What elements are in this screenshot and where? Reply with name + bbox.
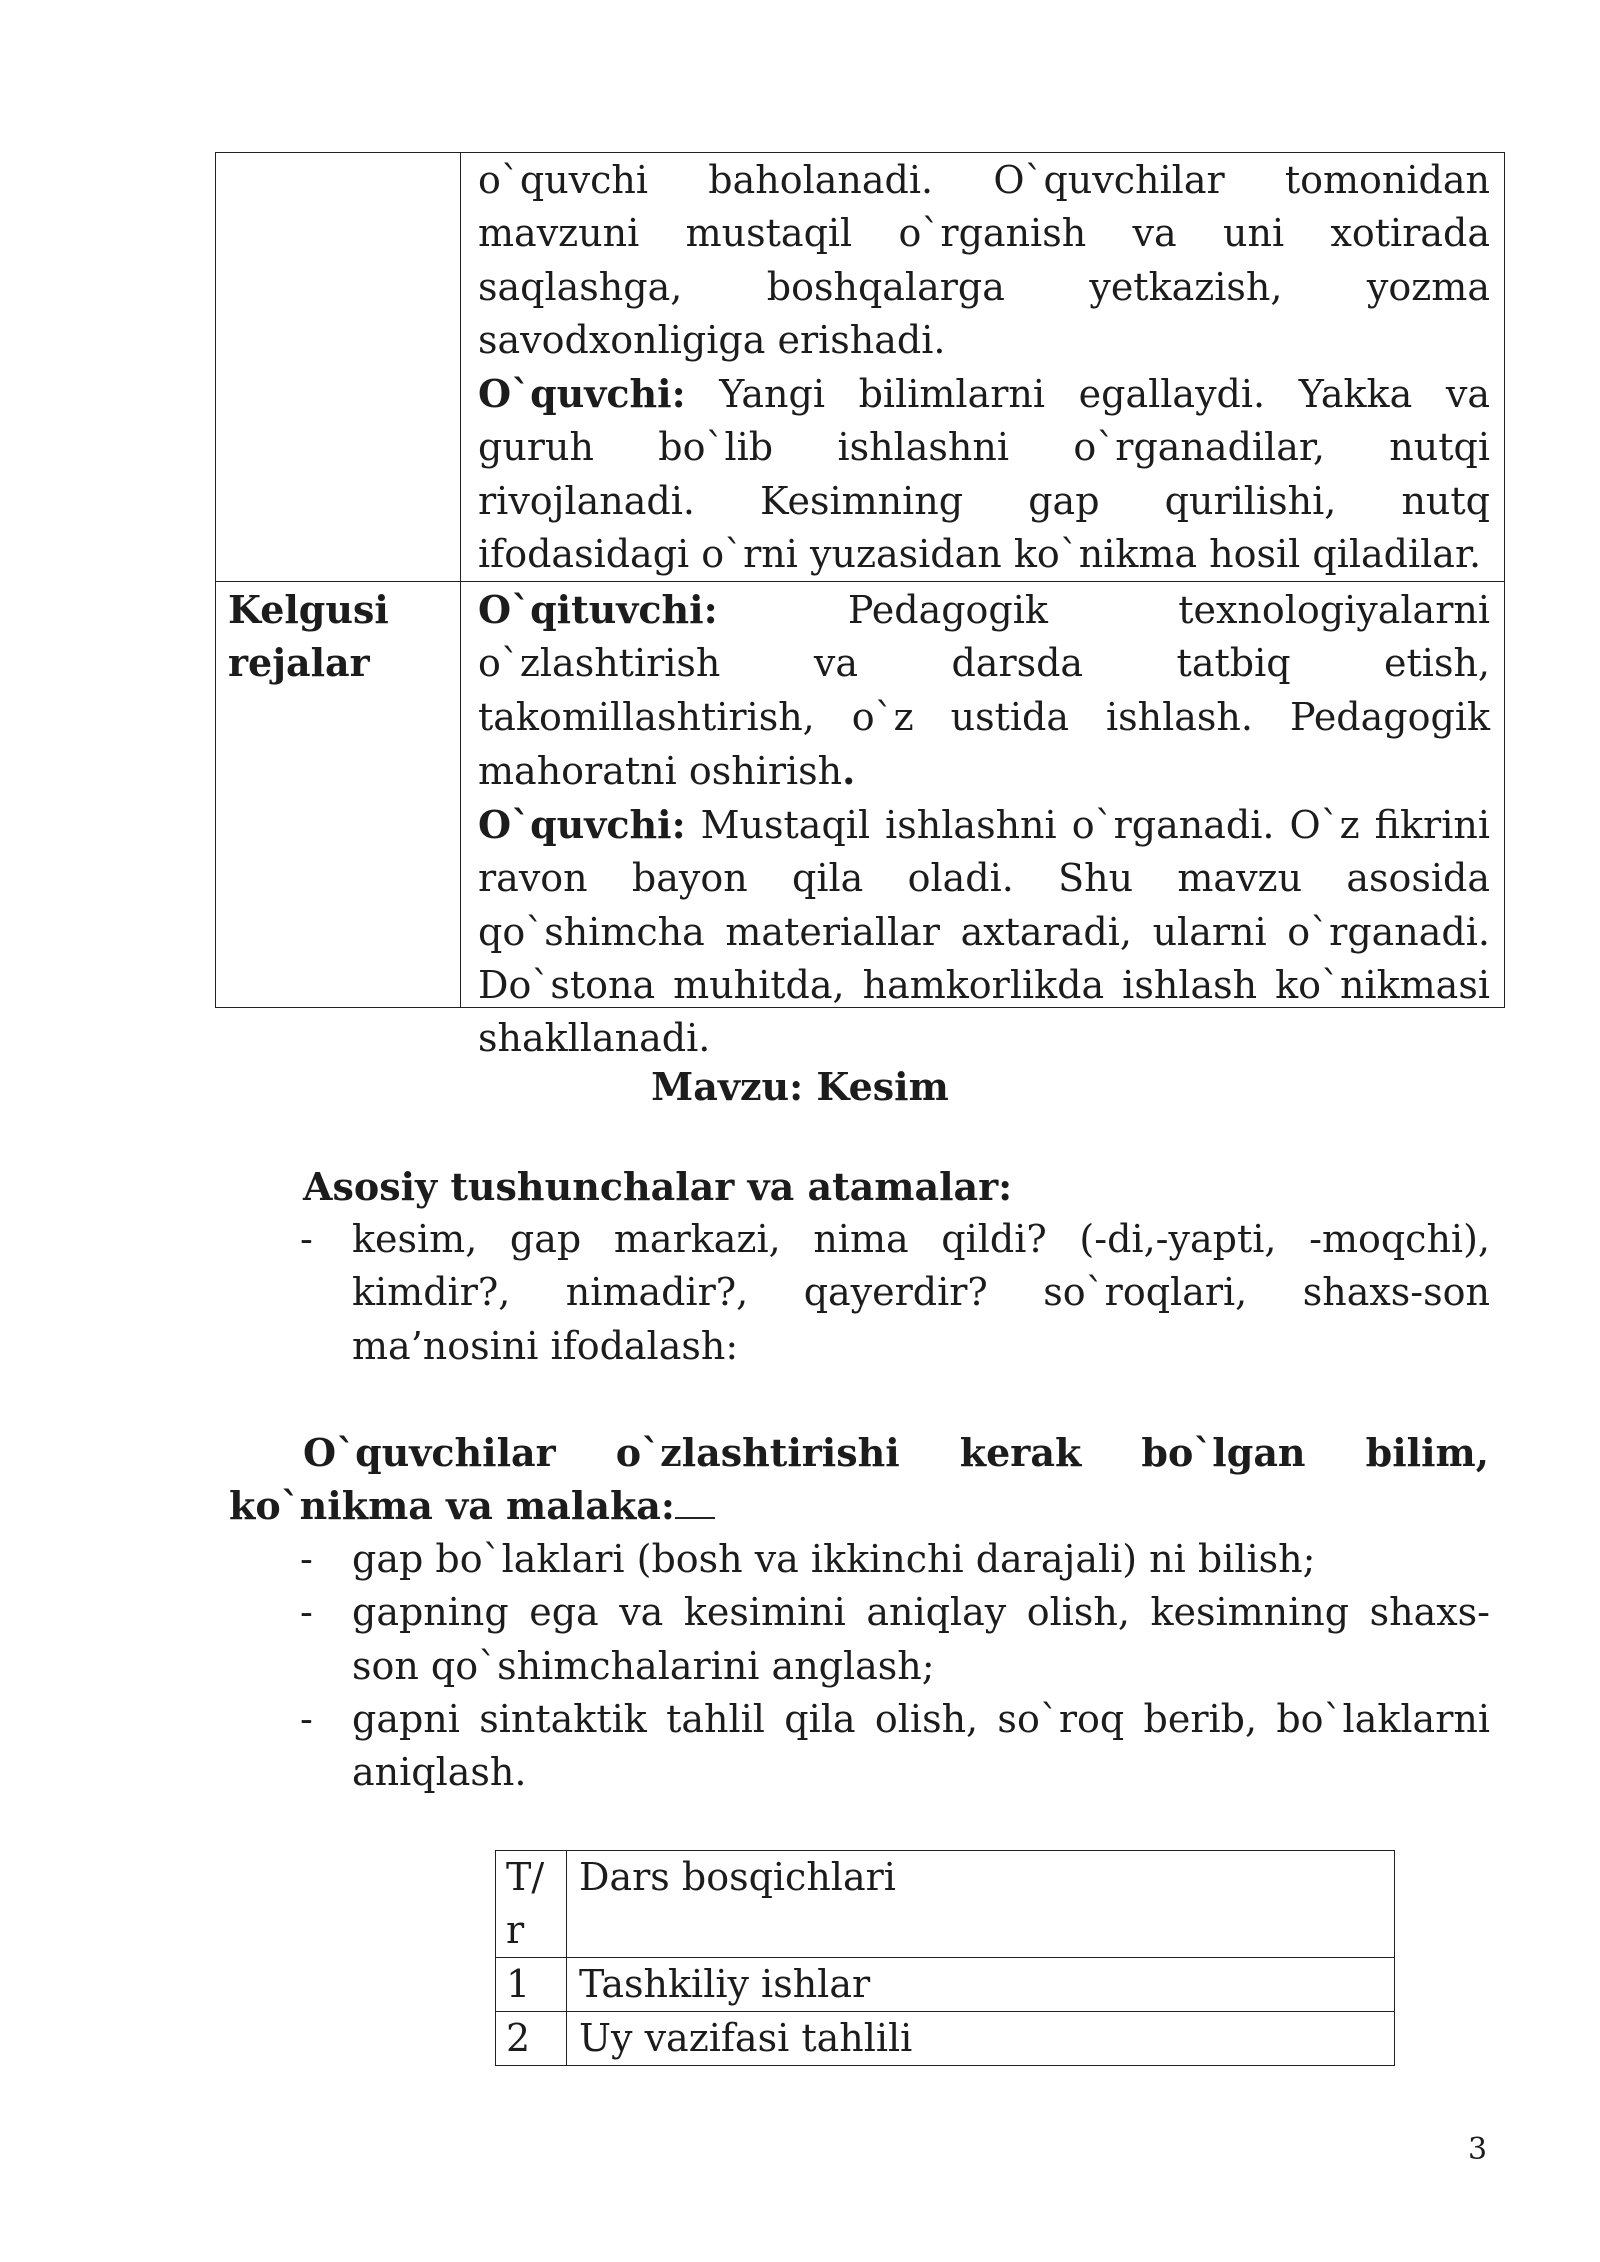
skills-heading <box>229 1426 1489 1533</box>
teacher-label: O`qituvchi: <box>478 587 718 632</box>
lesson-results-table <box>215 152 1505 1061</box>
student-plan-paragraph <box>478 798 1490 1065</box>
list-item-text: gapning ega va kesimini aniqlay olish, kesimning shaxs-son qo`shimchalarini anglash; <box>352 1590 1490 1688</box>
blank-underline <box>675 1479 715 1519</box>
student-label: O`quvchi: <box>478 802 686 848</box>
teacher-plan-text: Pedagogik texnologiyalarni o`zlashtirish va darsda tatbiq etish, takomillashtirish, o`z ustida ishlash. Pedagogik mahoratni oshirish <box>478 588 1490 793</box>
list-dash: - <box>300 1537 313 1581</box>
header-title-cell <box>567 1851 1395 1958</box>
table-header-row <box>496 1851 1395 1958</box>
student-label: O`quvchi: <box>478 371 686 417</box>
table-cell-future-plans <box>478 583 1490 1066</box>
row-number: 1 <box>496 1958 567 2012</box>
list-item <box>300 1213 1490 1373</box>
header-number-cell <box>496 1851 567 1958</box>
student-outcome-paragraph <box>478 367 1490 581</box>
row-title: Tashkiliy ishlar <box>567 1958 1395 2012</box>
student-outcome-text: Yangi bilimlarni egallaydi. Yakka va guruh bo`lib ishlashni o`rganadilar, nutqi rivojlanadi. Kesimning gap qurilishi, nutq ifodasidagi o`rni yuzasidan ko`nikma hosil qiladilar. <box>478 372 1490 577</box>
concepts-list <box>300 1213 1490 1373</box>
future-plans-label: Kelgusi rejalar <box>228 587 389 685</box>
header-number: T/ r <box>506 1855 545 1952</box>
list-item <box>300 1693 1490 1800</box>
teacher-plan-paragraph <box>478 583 1490 798</box>
list-item <box>300 1533 1490 1586</box>
list-item-text: gap bo`laklari (bosh va ikkinchi darajali) ni bilish; <box>352 1537 1316 1581</box>
teacher-plan-period: . <box>842 747 856 793</box>
table-row <box>496 1958 1395 2012</box>
skills-list <box>300 1533 1490 1799</box>
list-item <box>300 1586 1490 1693</box>
table-cell-results <box>478 154 1490 581</box>
row-title: Uy vazifasi tahlili <box>567 2012 1395 2066</box>
student-plan-text: Mustaqil ishlashni o`rganadi. O`z fikrini ravon bayon qila oladi. Shu mavzu asosida qo`shimcha materiallar axtaradi, ularni o`rganadi. Do`stona muhitda, hamkorlikda ishlash ko`nikmasi shakllanadi. <box>478 803 1490 1061</box>
table-column-divider <box>460 153 461 1007</box>
list-dash: - <box>300 1696 313 1741</box>
list-dash: - <box>300 1590 313 1635</box>
skills-heading-text: O`quvchilar o`zlashtirishi kerak bo`lgan bilim, ko`nikma va malaka: <box>229 1430 1489 1529</box>
topic-title: Mavzu: Kesim <box>651 1064 949 1109</box>
row-number: 2 <box>496 2012 567 2066</box>
list-dash: - <box>300 1217 313 1261</box>
page-number: 3 <box>1468 2132 1488 2167</box>
list-item-text: kesim, gap markazi, nima qildi? (-di,-yapti, -moqchi), kimdir?, nimadir?, qayerdir? so`roqlari, shaxs-son ma’nosini ifodalash: <box>352 1217 1490 1368</box>
results-paragraph: o`quvchi baholanadi. O`quvchilar tomonidan mavzuni mustaqil o`rganish va uni xotirada saqlashga, boshqalarga yetkazish, yozma savodxonligiga erishadi. <box>478 158 1490 362</box>
lesson-stages-table <box>495 1850 1395 2066</box>
table-row <box>496 2012 1395 2066</box>
list-item-text: gapni sintaktik tahlil qila olish, so`roq berib, bo`laklarni aniqlash. <box>352 1696 1490 1795</box>
header-title: Dars bosqichlari <box>579 1855 896 1899</box>
concepts-heading: Asosiy tushunchalar va atamalar: <box>303 1164 1013 1209</box>
